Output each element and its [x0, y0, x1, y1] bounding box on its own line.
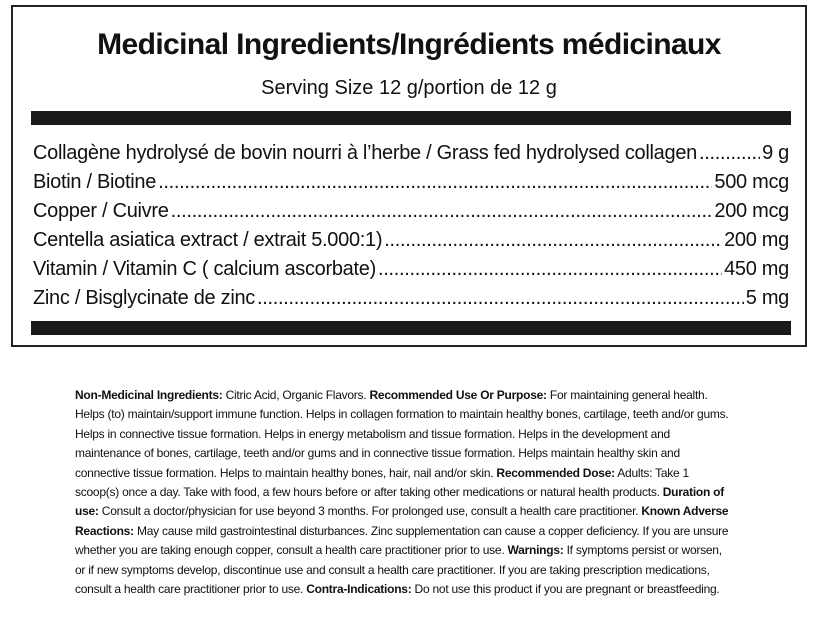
contra-indications-text: Do not use this product if you are pregnant or breastfeeding.: [411, 582, 720, 597]
medicinal-ingredients-panel: [11, 5, 807, 347]
product-information-paragraph: [75, 386, 731, 599]
ingredient-row: [33, 200, 789, 229]
ingredient-name: Vitamin / Vitamin C ( calcium ascorbate): [33, 258, 376, 280]
ingredient-row: [33, 287, 789, 316]
warnings-label: Warnings:: [507, 543, 564, 558]
recommended-use-text: For maintaining general health. Helps (to) maintain/support immune function. Helps in collagen formation to maintain healthy bones, cartilage, teeth and/or gums. Helps in connective tissue formation. Helps in energy metabolism and tissue formation. Helps in the development and maintenance of bones, cartilage, teeth and/or gums and in connective tissue formation. Helps maintain healthy skin and connective tissue formation. Helps to maintain healthy bones, hair, nail and/or skin.: [75, 388, 729, 480]
ingredient-list: [33, 142, 789, 316]
contra-indications-label: Contra-Indications:: [306, 582, 412, 597]
dot-leader: [378, 258, 722, 281]
ingredient-row: [33, 258, 789, 287]
duration-text: Consult a doctor/physician for use beyond 3 months. For prolonged use, consult a health care practitioner.: [98, 504, 642, 519]
dot-leader: [384, 229, 722, 252]
ingredient-amount: 500 mcg: [714, 171, 789, 193]
ingredient-name: Biotin / Biotine: [33, 171, 157, 193]
bottom-divider-bar: [31, 321, 791, 335]
dot-leader: [257, 287, 744, 310]
ingredient-name: Centella asiatica extract / extrait 5.000:1): [33, 229, 383, 251]
ingredient-row: [33, 171, 789, 200]
dot-leader: [171, 200, 713, 223]
ingredient-row: [33, 229, 789, 258]
ingredient-amount: 9 g: [762, 142, 789, 164]
adverse-reactions-label: Known Adverse Reactions:: [75, 504, 729, 538]
ingredient-amount: 5 mg: [745, 287, 789, 309]
panel-title: Medicinal Ingredients/Ingrédients médicinaux: [97, 28, 721, 61]
recommended-use-label: Recommended Use Or Purpose:: [369, 388, 547, 402]
ingredient-name: Zinc / Bisglycinate de zinc: [33, 287, 255, 309]
ingredient-amount: 450 mg: [724, 258, 789, 280]
top-divider-bar: [31, 111, 791, 125]
duration-label: Duration of use:: [75, 485, 724, 519]
ingredient-row: [33, 142, 789, 171]
ingredient-amount: 200 mcg: [714, 200, 789, 222]
serving-size: Serving Size 12 g/portion de 12 g: [261, 77, 557, 99]
ingredient-name: Collagène hydrolysé de bovin nourri à l’herbe / Grass fed hydrolysed collagen: [33, 142, 697, 164]
ingredient-name: Copper / Cuivre: [33, 200, 169, 222]
dot-leader: [158, 171, 712, 194]
non-medicinal-label: Non-Medicinal Ingredients:: [75, 388, 223, 402]
warnings-text: If symptoms persist or worsen, or if new symptoms develop, discontinue use and consult a health care practitioner. If you are taking prescription medications, consult a health care practitioner prior to use.: [75, 543, 722, 597]
adverse-reactions-text: May cause mild gastrointestinal disturbances. Zinc supplementation can cause a copper deficiency. If you are unsure whether you are taking enough copper, consult a health care practitioner prior to use.: [75, 523, 729, 558]
recommended-dose-text: Adults: Take 1 scoop(s) once a day. Take with food, a few hours before or after taking other medications or natural health products.: [75, 465, 689, 500]
recommended-dose-label: Recommended Dose:: [496, 465, 615, 480]
dot-leader: [699, 142, 760, 165]
ingredient-amount: 200 mg: [724, 229, 789, 251]
non-medicinal-text: Citric Acid, Organic Flavors.: [222, 388, 370, 402]
